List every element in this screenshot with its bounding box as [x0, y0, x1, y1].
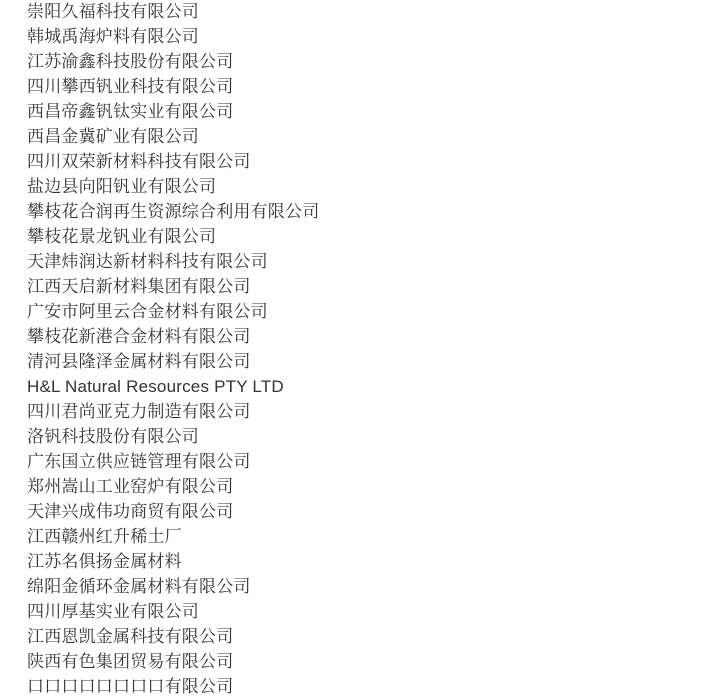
company-list-item[interactable]: 洛钒科技股份有限公司	[27, 427, 199, 446]
company-list-item[interactable]: 四川双荣新材料科技有限公司	[27, 152, 251, 171]
company-list-item[interactable]: 四川攀西钒业科技有限公司	[27, 77, 234, 96]
company-list-item[interactable]: 四川厚基实业有限公司	[27, 602, 199, 621]
company-list-item[interactable]: H&L Natural Resources PTY LTD	[27, 377, 284, 396]
company-list-item[interactable]: 四川君尚亚克力制造有限公司	[27, 402, 251, 421]
company-list-item[interactable]: 广安市阿里云合金材料有限公司	[27, 302, 268, 321]
company-list	[27, 0, 705, 699]
company-list-item[interactable]: 江苏渝鑫科技股份有限公司	[27, 52, 234, 71]
company-list-item[interactable]: 西昌金冀矿业有限公司	[27, 127, 199, 146]
company-list-item[interactable]: 天津兴成伟功商贸有限公司	[27, 502, 234, 521]
company-list-item[interactable]: 盐边县向阳钒业有限公司	[27, 177, 217, 196]
company-list-item[interactable]: 清河县隆泽金属材料有限公司	[27, 352, 251, 371]
company-list-item[interactable]: 韩城禹海炉料有限公司	[27, 27, 199, 46]
company-list-item[interactable]: 攀枝花合润再生资源综合利用有限公司	[27, 202, 320, 221]
company-list-item[interactable]: 郑州嵩山工业窑炉有限公司	[27, 477, 234, 496]
company-list-item[interactable]: 江西天启新材料集团有限公司	[27, 277, 251, 296]
company-list-item[interactable]: 攀枝花新港合金材料有限公司	[27, 327, 251, 346]
company-list-item[interactable]: 绵阳金循环金属材料有限公司	[27, 577, 251, 596]
company-list-item[interactable]: 天津炜润达新材料科技有限公司	[27, 252, 268, 271]
company-list-item[interactable]: 崇阳久福科技有限公司	[27, 2, 199, 21]
company-list-item[interactable]: 攀枝花景龙钒业有限公司	[27, 227, 217, 246]
company-list-item[interactable]: 广东国立供应链管理有限公司	[27, 452, 251, 471]
company-list-item[interactable]: 西昌帝鑫钒钛实业有限公司	[27, 102, 234, 121]
company-list-item[interactable]: 陕西有色集团贸易有限公司	[27, 652, 234, 671]
company-list-item[interactable]: 江西恩凯金属科技有限公司	[27, 627, 234, 646]
company-list-item[interactable]: 江苏名俱扬金属材料	[27, 552, 182, 571]
company-list-item-clipped[interactable]: 口口口口口口口口有限公司	[27, 677, 234, 696]
company-list-item[interactable]: 江西赣州红升稀土厂	[27, 527, 182, 546]
